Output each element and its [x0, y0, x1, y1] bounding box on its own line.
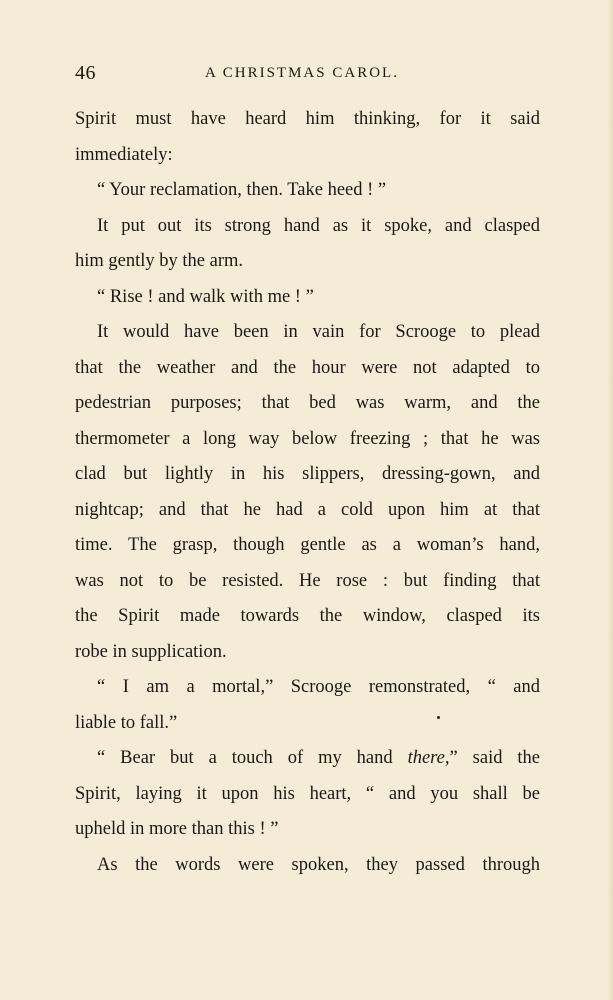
text-line: Spirit, laying it upon his heart, “ and you shall be: [75, 783, 540, 804]
text-segment: “ Bear but a touch of my hand: [97, 748, 408, 768]
text-line: It put out its strong hand as it spoke, and clasped: [97, 215, 540, 236]
text-line: clad but lightly in his slippers, dressing-gown, and: [75, 464, 540, 484]
page-header: [75, 62, 540, 86]
text-line: robe in supplication.: [75, 641, 227, 662]
ink-speck: [437, 716, 440, 719]
text-line: that the weather and the hour were not adapted to: [75, 357, 540, 378]
running-title: A CHRISTMAS CAROL.: [205, 65, 399, 81]
page-number: 46: [75, 62, 96, 84]
text-line: the Spirit made towards the window, clasped its: [75, 606, 540, 626]
body-text: [75, 102, 540, 883]
page-edge: [607, 0, 613, 1000]
text-line: thermometer a long way below freezing ; that he was: [75, 428, 540, 449]
text-line: [75, 741, 540, 777]
text-line: liable to fall.”: [75, 712, 178, 733]
text-line: time. The grasp, though gentle as a woman’s hand,: [75, 535, 540, 555]
text-line: Spirit must have heard him thinking, for it said: [75, 109, 540, 129]
italic-word: there,: [407, 748, 450, 768]
text-line: It would have been in vain for Scrooge to plead: [97, 322, 540, 342]
text-line: was not to be resisted. He rose : but finding that: [75, 570, 540, 591]
text-segment: ” said the: [449, 748, 540, 768]
text-line: “ Rise ! and walk with me ! ”: [97, 286, 314, 307]
text-line: “ Your reclamation, then. Take heed ! ”: [97, 180, 387, 200]
text-line: immediately:: [75, 144, 173, 165]
text-line: “ I am a mortal,” Scrooge remonstrated, “ and: [97, 677, 540, 697]
text-line: pedestrian purposes; that bed was warm, and the: [75, 393, 540, 413]
text-line: nightcap; and that he had a cold upon him at that: [75, 499, 540, 520]
text-line: him gently by the arm.: [75, 251, 244, 271]
text-line: upheld in more than this ! ”: [75, 819, 279, 839]
text-line: As the words were spoken, they passed through: [97, 854, 540, 875]
